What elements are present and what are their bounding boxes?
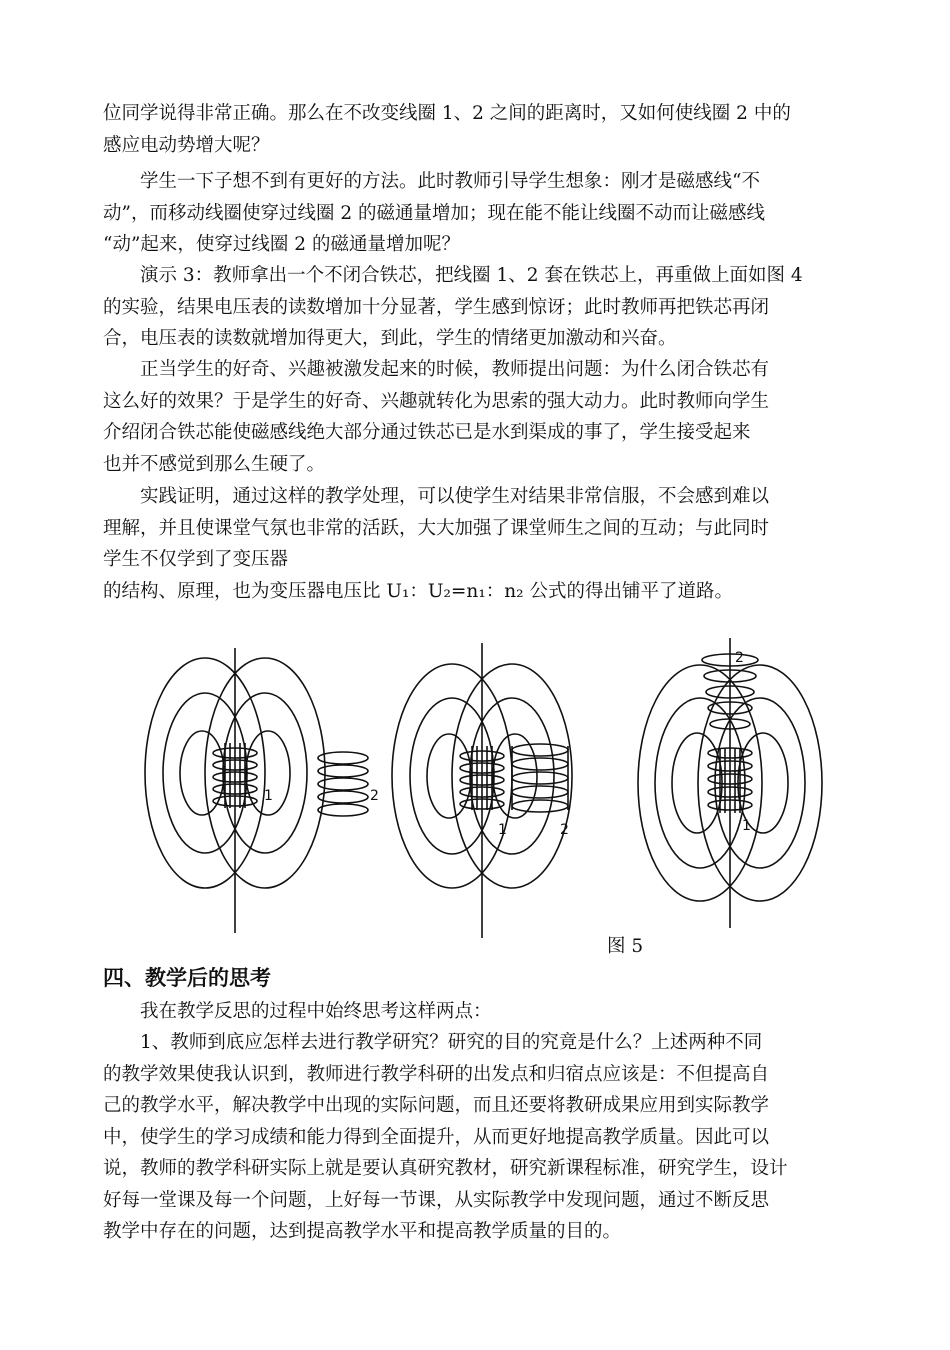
text-line: 我在教学反思的过程中始终思考这样两点：: [103, 1001, 492, 1022]
figure-5-field-lines: [130, 638, 830, 938]
paragraph-5: [103, 481, 853, 607]
text-line: 正当学生的好奇、兴趣被激发起来的时候，教师提出问题：为什么闭合铁芯有: [103, 359, 770, 380]
paragraph-1: [103, 98, 853, 161]
text-line: 这么好的效果？于是学生的好奇、兴趣就转化为思索的强大动力。此时教师向学生: [103, 390, 770, 412]
panel-1-coil-label-2: 2: [370, 788, 379, 804]
panel-3-coil-label-2: 2: [735, 650, 744, 666]
text-line: 演示 3：教师拿出一个不闭合铁芯，把线圈 1、2 套在铁芯上，再重做上面如图 4: [103, 265, 803, 286]
figure-caption: 图 5: [607, 936, 644, 957]
section-paragraph-1: [103, 996, 853, 1028]
text-line: 教学中存在的问题，达到提高教学水平和提高教学质量的目的。: [103, 1221, 622, 1242]
text-line: 1、教师到底应怎样去进行教学研究？研究的目的究竟是什么？上述两种不同: [103, 1032, 763, 1053]
text-line: 介绍闭合铁芯能使磁感线绝大部分通过铁芯已是水到渠成的事了，学生接受起来: [103, 422, 751, 443]
text-line: 也并不感觉到那么生硬了。: [103, 453, 326, 475]
text-line: 动”，而移动线圈使穿过线圈 2 的磁通量增加；现在能不能让线圈不动而让磁感线: [103, 202, 765, 224]
panel-2-coil-label-1: 1: [498, 822, 507, 838]
text-line: 的教学效果使我认识到，教师进行教学科研的出发点和归宿点应该是：不但提高自: [103, 1063, 770, 1085]
text-line: 学生一下子想不到有更好的方法。此时教师引导学生想象：刚才是磁感线“不: [103, 171, 760, 192]
text-line: “动”起来，使穿过线圈 2 的磁通量增加呢？: [103, 234, 460, 255]
text-line: 合，电压表的读数就增加得更大，到此，学生的情绪更加激动和兴奋。: [103, 328, 677, 349]
section-heading: 四、教学后的思考: [103, 966, 271, 990]
paragraph-4: [103, 354, 853, 480]
text-line: 实践证明，通过这样的教学处理，可以使学生对结果非常信服，不会感到难以: [103, 486, 770, 507]
panel-1-coil-field: [145, 648, 368, 933]
text-line: 的结构、原理，也为变压器电压比 U₁：U₂=n₁：n₂ 公式的得出铺平了道路。: [103, 580, 733, 602]
text-line: 学生不仅学到了变压器: [103, 549, 289, 570]
panel-2-coil-label-2: 2: [560, 822, 569, 838]
text-line: 己的教学水平，解决教学中出现的实际问题，而且还要将教研成果应用到实际教学: [103, 1095, 770, 1116]
text-line: 中，使学生的学习成绩和能力得到全面提升，从而更好地提高教学质量。因此可以: [103, 1126, 770, 1148]
text-line: 说，教师的教学科研实际上就是要认真研究教材，研究新课程标准，研究学生，设计: [103, 1158, 788, 1179]
panel-1-coil-label-1: 1: [264, 788, 273, 804]
text-line: 感应电动势增大呢？: [103, 134, 270, 156]
text-line: 好每一堂课及每一个问题，上好每一节课，从实际教学中发现问题，通过不断反思: [103, 1189, 770, 1211]
text-line: 位同学说得非常正确。那么在不改变线圈 1、2 之间的距离时，又如何使线圈 2 中的: [103, 103, 791, 124]
text-line: 的实验，结果电压表的读数增加十分显著，学生感到惊讶；此时教师再把铁芯再闭: [103, 296, 770, 318]
paragraph-2: [103, 166, 853, 261]
paragraph-3: [103, 260, 853, 355]
panel-2-coil-field: [392, 643, 572, 938]
panel-3-coil-label-1: 1: [742, 818, 751, 834]
text-line: 理解，并且使课堂气氛也非常的活跃，大大加强了课堂师生之间的互动；与此同时: [103, 517, 770, 539]
section-paragraph-2: [103, 1027, 853, 1248]
field-line-diagram: [130, 638, 830, 938]
panel-3-coil-field: [638, 638, 822, 928]
